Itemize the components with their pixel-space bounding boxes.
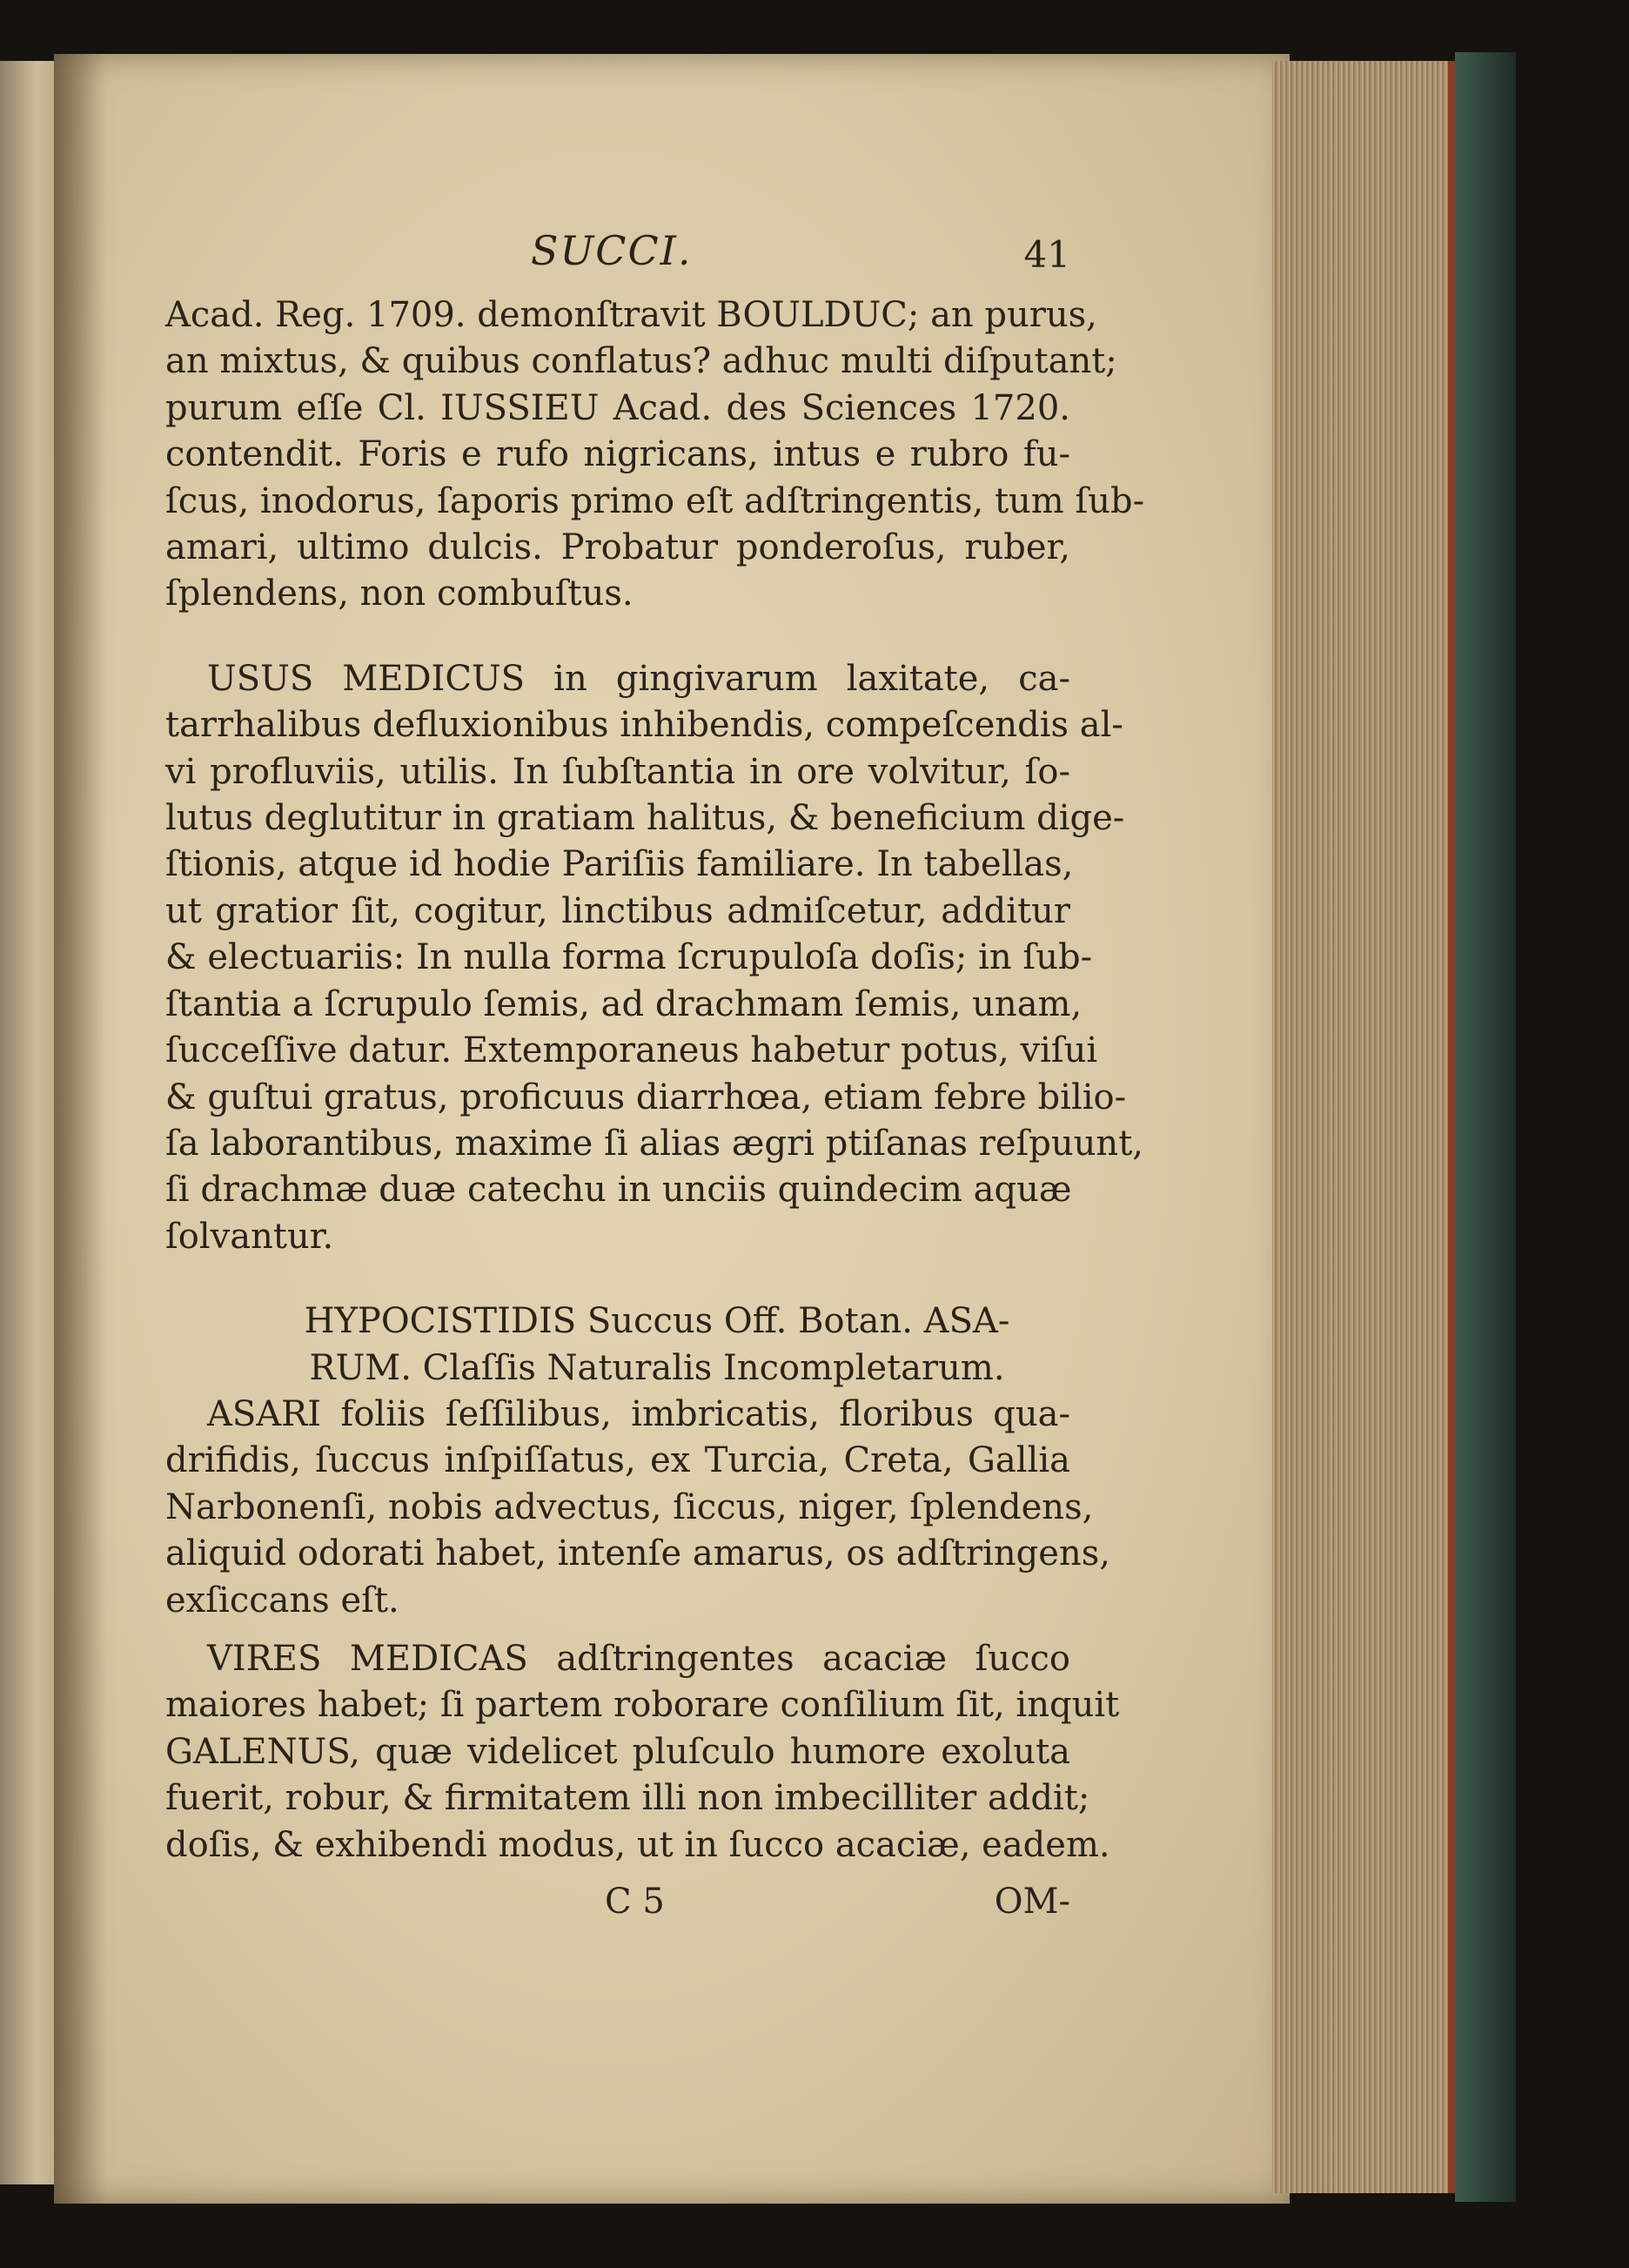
text-line: ſolvantur. bbox=[165, 1216, 334, 1257]
text-line: amari, ultimo dulcis. Probatur ponderoſus, ruber, bbox=[165, 527, 1070, 568]
text-line: ſa laborantibus, maxime ſi alias ægri ptiſanas reſpuunt, bbox=[165, 1123, 1143, 1164]
text-line: ſtionis, atque id hodie Pariſiis familiare. In tabellas, bbox=[165, 844, 1074, 885]
text-line: Narbonenſi, nobis advectus, ſiccus, niger, ſplendens, bbox=[165, 1486, 1094, 1527]
facing-page-edge bbox=[0, 61, 61, 2184]
paragraph-asari bbox=[165, 1392, 1110, 1624]
page-footer bbox=[165, 1879, 1070, 1931]
text-line: exſiccans eſt. bbox=[165, 1580, 399, 1620]
text-line: ſucceſſive datur. Extemporaneus habetur potus, viſui bbox=[165, 1030, 1098, 1071]
text-line: USUS MEDICUS in gingivarum laxitate, ca- bbox=[207, 658, 1070, 699]
text-line: ſtantia a ſcrupulo ſemis, ad drachmam ſemis, unam, bbox=[165, 983, 1083, 1024]
text-line: & electuariis: In nulla forma ſcrupuloſa doſis; in ſub- bbox=[165, 937, 1093, 978]
text-line: doſis, & exhibendi modus, ut in ſucco acaciæ, eadem. bbox=[165, 1824, 1110, 1865]
page-text bbox=[165, 218, 1145, 1931]
paragraph-1 bbox=[165, 292, 1145, 618]
text-line: tarrhalibus defluxionibus inhibendis, compeſcendis al- bbox=[165, 705, 1123, 746]
book-cover bbox=[1455, 52, 1516, 2202]
text-line: & guſtui gratus, proficuus diarrhœa, etiam febre bilio- bbox=[165, 1077, 1127, 1117]
book-fore-edge bbox=[1272, 61, 1460, 2193]
text-line: ut gratior ſit, cogitur, linctibus admiſcetur, additur bbox=[165, 890, 1070, 931]
text-line: vi profluviis, utilis. In ſubſtantia in ore volvitur, ſo- bbox=[165, 751, 1070, 792]
text-line: ſplendens, non combuſtus. bbox=[165, 574, 634, 614]
paragraph-usus-medicus bbox=[165, 656, 1143, 1260]
text-line: fuerit, robur, & firmitatem illi non imbecilliter addit; bbox=[165, 1778, 1090, 1819]
text-line: an mixtus, & quibus conflatus? adhuc multi diſputant; bbox=[165, 341, 1117, 382]
text-line: lutus deglutitur in gratiam halitus, & beneficium dige- bbox=[165, 798, 1125, 839]
text-line: VIRES MEDICAS adſtringentes acaciæ ſucco bbox=[207, 1638, 1070, 1679]
text-line: contendit. Foris e rufo nigricans, intus e rubro fu- bbox=[165, 434, 1070, 475]
page-number: 41 bbox=[1023, 233, 1070, 276]
text-line: ASARI foliis ſeſſilibus, imbricatis, floribus qua- bbox=[207, 1393, 1070, 1434]
text-line: Acad. Reg. 1709. demonſtravit BOULDUC; an purus, bbox=[165, 295, 1097, 335]
heading-line: RUM. Claſſis Naturalis Incompletarum. bbox=[309, 1347, 1005, 1388]
paragraph-vires-medicas bbox=[165, 1636, 1120, 1869]
text-line: aliquid odorati habet, intenſe amarus, os adſtringens, bbox=[165, 1533, 1110, 1574]
running-header bbox=[165, 218, 1070, 287]
signature-mark: C 5 bbox=[605, 1882, 665, 1922]
text-line: GALENUS, quæ videlicet pluſculo humore exoluta bbox=[165, 1731, 1070, 1772]
text-line: maiores habet; ſi partem roborare conſilium ſit, inquit bbox=[165, 1685, 1120, 1726]
heading-line: HYPOCISTIDIS Succus Off. Botan. ASA- bbox=[304, 1301, 1010, 1342]
text-line: drifidis, ſuccus inſpiſſatus, ex Turcia, Creta, Gallia bbox=[165, 1440, 1070, 1481]
page-gutter-shadow bbox=[54, 54, 106, 2204]
text-line: ſcus, inodorus, ſaporis primo eſt adſtringentis, tum ſub- bbox=[165, 480, 1145, 521]
text-line: purum eſſe Cl. IUSSIEU Acad. des Sciences 1720. bbox=[165, 387, 1070, 428]
catchword: OM- bbox=[994, 1882, 1070, 1922]
text-line: ſi drachmæ duæ catechu in unciis quindecim aquæ bbox=[165, 1170, 1072, 1211]
section-heading bbox=[244, 1298, 1070, 1392]
running-title: SUCCI. bbox=[531, 227, 693, 274]
